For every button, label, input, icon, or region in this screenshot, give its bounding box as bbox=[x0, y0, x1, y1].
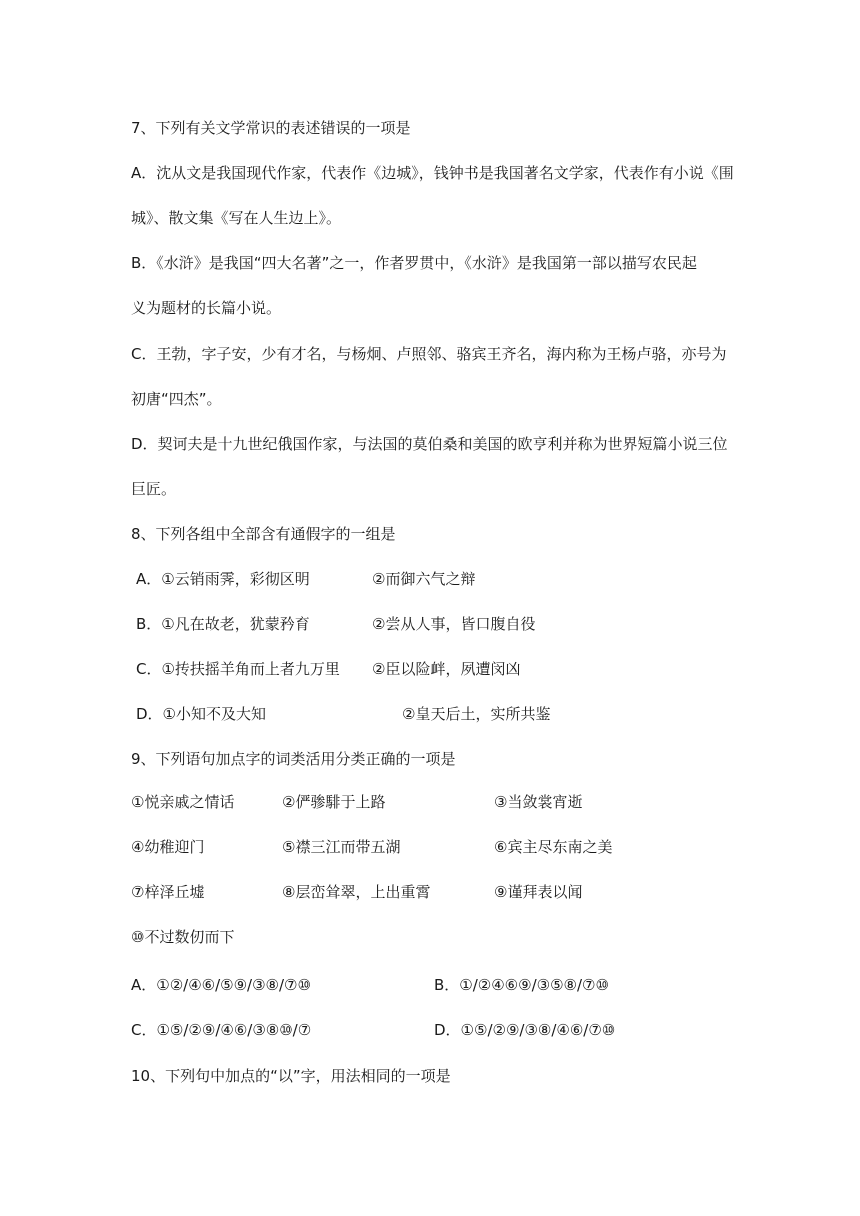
question-7-stem: 7、下列有关文学常识的表述错误的一项是 bbox=[131, 119, 411, 137]
question-10-stem: 10、下列句中加点的“以”字，用法相同的一项是 bbox=[131, 1067, 451, 1085]
q8-option-b-left: B．①凡在故老，犹蒙矜育 bbox=[136, 615, 310, 633]
q9-item-10: ⑩不过数仞而下 bbox=[131, 928, 235, 946]
q7-option-a-line-1: A．沈从文是我国现代作家，代表作《边城》，钱钟书是我国著名文学家，代表作有小说《围 bbox=[131, 164, 734, 182]
q7-option-b-line-2: 义为题材的长篇小说。 bbox=[131, 299, 282, 317]
q8-option-c-right: ②臣以险衅，夙遭闵凶 bbox=[372, 660, 521, 678]
q9-item-5: ⑤襟三江而带五湖 bbox=[282, 838, 401, 856]
q9-option-a: A．①②/④⑥/⑤⑨/③⑧/⑦⑩ bbox=[131, 976, 311, 994]
q9-option-d: D．①⑤/②⑨/③⑧/④⑥/⑦⑩ bbox=[434, 1021, 616, 1039]
q9-item-9: ⑨谨拜表以闻 bbox=[494, 883, 583, 901]
q8-option-a-right: ②而御六气之辩 bbox=[372, 570, 476, 588]
q7-option-b-line-1: B．《水浒》是我国“四大名著”之一，作者罗贯中，《水浒》是我国第一部以描写农民起 bbox=[131, 254, 697, 272]
question-9-stem: 9、下列语句加点字的词类活用分类正确的一项是 bbox=[131, 750, 456, 768]
q9-item-7: ⑦梓泽丘墟 bbox=[131, 883, 205, 901]
q9-item-4: ④幼稚迎门 bbox=[131, 838, 205, 856]
question-8-stem: 8、下列各组中全部含有通假字的一组是 bbox=[131, 525, 396, 543]
q8-option-d-left: D．①小知不及大知 bbox=[136, 705, 266, 723]
q9-item-1: ①悦亲戚之情话 bbox=[131, 793, 235, 811]
q7-option-d-line-1: D．契诃夫是十九世纪俄国作家，与法国的莫伯桑和美国的欧亨利并称为世界短篇小说三位 bbox=[131, 435, 728, 453]
q9-item-6: ⑥宾主尽东南之美 bbox=[494, 838, 613, 856]
q7-option-a-line-2: 城》、散文集《写在人生边上》。 bbox=[131, 209, 342, 227]
q7-option-d-line-2: 巨匠。 bbox=[131, 480, 177, 498]
q9-option-c: C．①⑤/②⑨/④⑥/③⑧⑩/⑦ bbox=[131, 1021, 312, 1039]
q9-option-b: B．①/②④⑥⑨/③⑤⑧/⑦⑩ bbox=[434, 976, 609, 994]
q8-option-a-left: A．①云销雨霁，彩彻区明 bbox=[136, 570, 310, 588]
q9-item-3: ③当敛裳宵逝 bbox=[494, 793, 583, 811]
q8-option-b-right: ②尝从人事，皆口腹自役 bbox=[372, 615, 536, 633]
q9-item-2: ②俨骖騑于上路 bbox=[282, 793, 386, 811]
q7-option-c-line-1: C．王勃，字子安，少有才名，与杨炯、卢照邻、骆宾王齐名，海内称为王杨卢骆，亦号为 bbox=[131, 345, 727, 363]
q9-item-8: ⑧层峦耸翠，上出重霄 bbox=[282, 883, 431, 901]
q7-option-c-line-2: 初唐“四杰”。 bbox=[131, 390, 222, 408]
q8-option-c-left: C．①抟扶摇羊角而上者九万里 bbox=[136, 660, 340, 678]
q8-option-d-right: ②皇天后土，实所共鉴 bbox=[402, 705, 551, 723]
